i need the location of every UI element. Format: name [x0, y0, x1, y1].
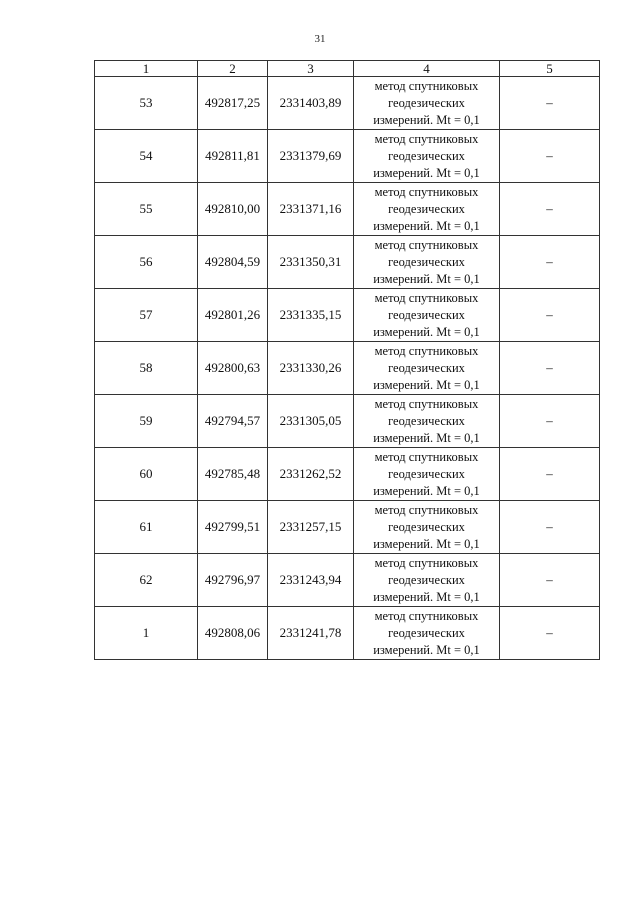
method-line: измерений. Mt = 0,1: [373, 377, 480, 392]
method-line: геодезических: [388, 625, 465, 640]
column-header: 2: [198, 61, 268, 77]
table-row: [95, 395, 600, 448]
note-cell: –: [500, 554, 600, 607]
coordinates-table: [94, 60, 600, 660]
method-line: геодезических: [388, 254, 465, 269]
y-coordinate-cell: 2331371,16: [268, 183, 354, 236]
table-row: [95, 77, 600, 130]
method-line: геодезических: [388, 201, 465, 216]
method-line: метод спутниковых: [374, 555, 479, 570]
y-coordinate-cell: 2331379,69: [268, 130, 354, 183]
note-cell: –: [500, 289, 600, 342]
method-cell: [354, 342, 500, 395]
x-coordinate-cell: 492796,97: [198, 554, 268, 607]
point-number-cell: 62: [95, 554, 198, 607]
method-line: метод спутниковых: [374, 449, 479, 464]
point-number-cell: 56: [95, 236, 198, 289]
table-row: [95, 501, 600, 554]
method-cell: [354, 236, 500, 289]
method-line: метод спутниковых: [374, 78, 479, 93]
method-cell: [354, 289, 500, 342]
x-coordinate-cell: 492804,59: [198, 236, 268, 289]
method-cell: [354, 183, 500, 236]
column-header: 1: [95, 61, 198, 77]
y-coordinate-cell: 2331241,78: [268, 607, 354, 660]
point-number-cell: 57: [95, 289, 198, 342]
method-line: геодезических: [388, 466, 465, 481]
method-line: геодезических: [388, 307, 465, 322]
note-cell: –: [500, 183, 600, 236]
x-coordinate-cell: 492810,00: [198, 183, 268, 236]
method-line: метод спутниковых: [374, 237, 479, 252]
method-line: измерений. Mt = 0,1: [373, 112, 480, 127]
x-coordinate-cell: 492817,25: [198, 77, 268, 130]
y-coordinate-cell: 2331243,94: [268, 554, 354, 607]
y-coordinate-cell: 2331335,15: [268, 289, 354, 342]
method-line: измерений. Mt = 0,1: [373, 536, 480, 551]
point-number-cell: 54: [95, 130, 198, 183]
method-line: метод спутниковых: [374, 131, 479, 146]
method-cell: [354, 607, 500, 660]
x-coordinate-cell: 492811,81: [198, 130, 268, 183]
note-cell: –: [500, 395, 600, 448]
point-number-cell: 58: [95, 342, 198, 395]
note-cell: –: [500, 236, 600, 289]
table-row: [95, 342, 600, 395]
point-number-cell: 53: [95, 77, 198, 130]
table-row: [95, 607, 600, 660]
method-cell: [354, 448, 500, 501]
method-line: геодезических: [388, 519, 465, 534]
x-coordinate-cell: 492801,26: [198, 289, 268, 342]
note-cell: –: [500, 130, 600, 183]
table-row: [95, 554, 600, 607]
method-line: геодезических: [388, 413, 465, 428]
y-coordinate-cell: 2331330,26: [268, 342, 354, 395]
method-line: измерений. Mt = 0,1: [373, 642, 480, 657]
page-number: 31: [314, 33, 326, 45]
y-coordinate-cell: 2331305,05: [268, 395, 354, 448]
method-line: измерений. Mt = 0,1: [373, 218, 480, 233]
table-row: [95, 289, 600, 342]
y-coordinate-cell: 2331262,52: [268, 448, 354, 501]
note-cell: –: [500, 501, 600, 554]
method-line: геодезических: [388, 95, 465, 110]
method-line: метод спутниковых: [374, 290, 479, 305]
point-number-cell: 60: [95, 448, 198, 501]
note-cell: –: [500, 77, 600, 130]
point-number-cell: 55: [95, 183, 198, 236]
method-line: измерений. Mt = 0,1: [373, 483, 480, 498]
method-line: метод спутниковых: [374, 184, 479, 199]
x-coordinate-cell: 492799,51: [198, 501, 268, 554]
x-coordinate-cell: 492794,57: [198, 395, 268, 448]
method-line: метод спутниковых: [374, 608, 479, 623]
note-cell: –: [500, 607, 600, 660]
method-line: геодезических: [388, 572, 465, 587]
method-cell: [354, 395, 500, 448]
method-cell: [354, 130, 500, 183]
method-cell: [354, 77, 500, 130]
column-header: 5: [500, 61, 600, 77]
method-cell: [354, 501, 500, 554]
x-coordinate-cell: 492785,48: [198, 448, 268, 501]
table-row: [95, 130, 600, 183]
note-cell: –: [500, 448, 600, 501]
method-line: метод спутниковых: [374, 343, 479, 358]
point-number-cell: 61: [95, 501, 198, 554]
method-line: метод спутниковых: [374, 396, 479, 411]
table-row: [95, 183, 600, 236]
column-header: 4: [354, 61, 500, 77]
point-number-cell: 1: [95, 607, 198, 660]
method-line: измерений. Mt = 0,1: [373, 324, 480, 339]
point-number-cell: 59: [95, 395, 198, 448]
method-line: измерений. Mt = 0,1: [373, 165, 480, 180]
table-row: [95, 236, 600, 289]
y-coordinate-cell: 2331257,15: [268, 501, 354, 554]
y-coordinate-cell: 2331403,89: [268, 77, 354, 130]
column-header: 3: [268, 61, 354, 77]
method-line: геодезических: [388, 148, 465, 163]
method-line: измерений. Mt = 0,1: [373, 589, 480, 604]
method-line: измерений. Mt = 0,1: [373, 271, 480, 286]
y-coordinate-cell: 2331350,31: [268, 236, 354, 289]
x-coordinate-cell: 492808,06: [198, 607, 268, 660]
note-cell: –: [500, 342, 600, 395]
table-header-row: [95, 61, 600, 77]
method-cell: [354, 554, 500, 607]
table-body: [95, 77, 600, 660]
method-line: измерений. Mt = 0,1: [373, 430, 480, 445]
method-line: геодезических: [388, 360, 465, 375]
x-coordinate-cell: 492800,63: [198, 342, 268, 395]
table-row: [95, 448, 600, 501]
method-line: метод спутниковых: [374, 502, 479, 517]
